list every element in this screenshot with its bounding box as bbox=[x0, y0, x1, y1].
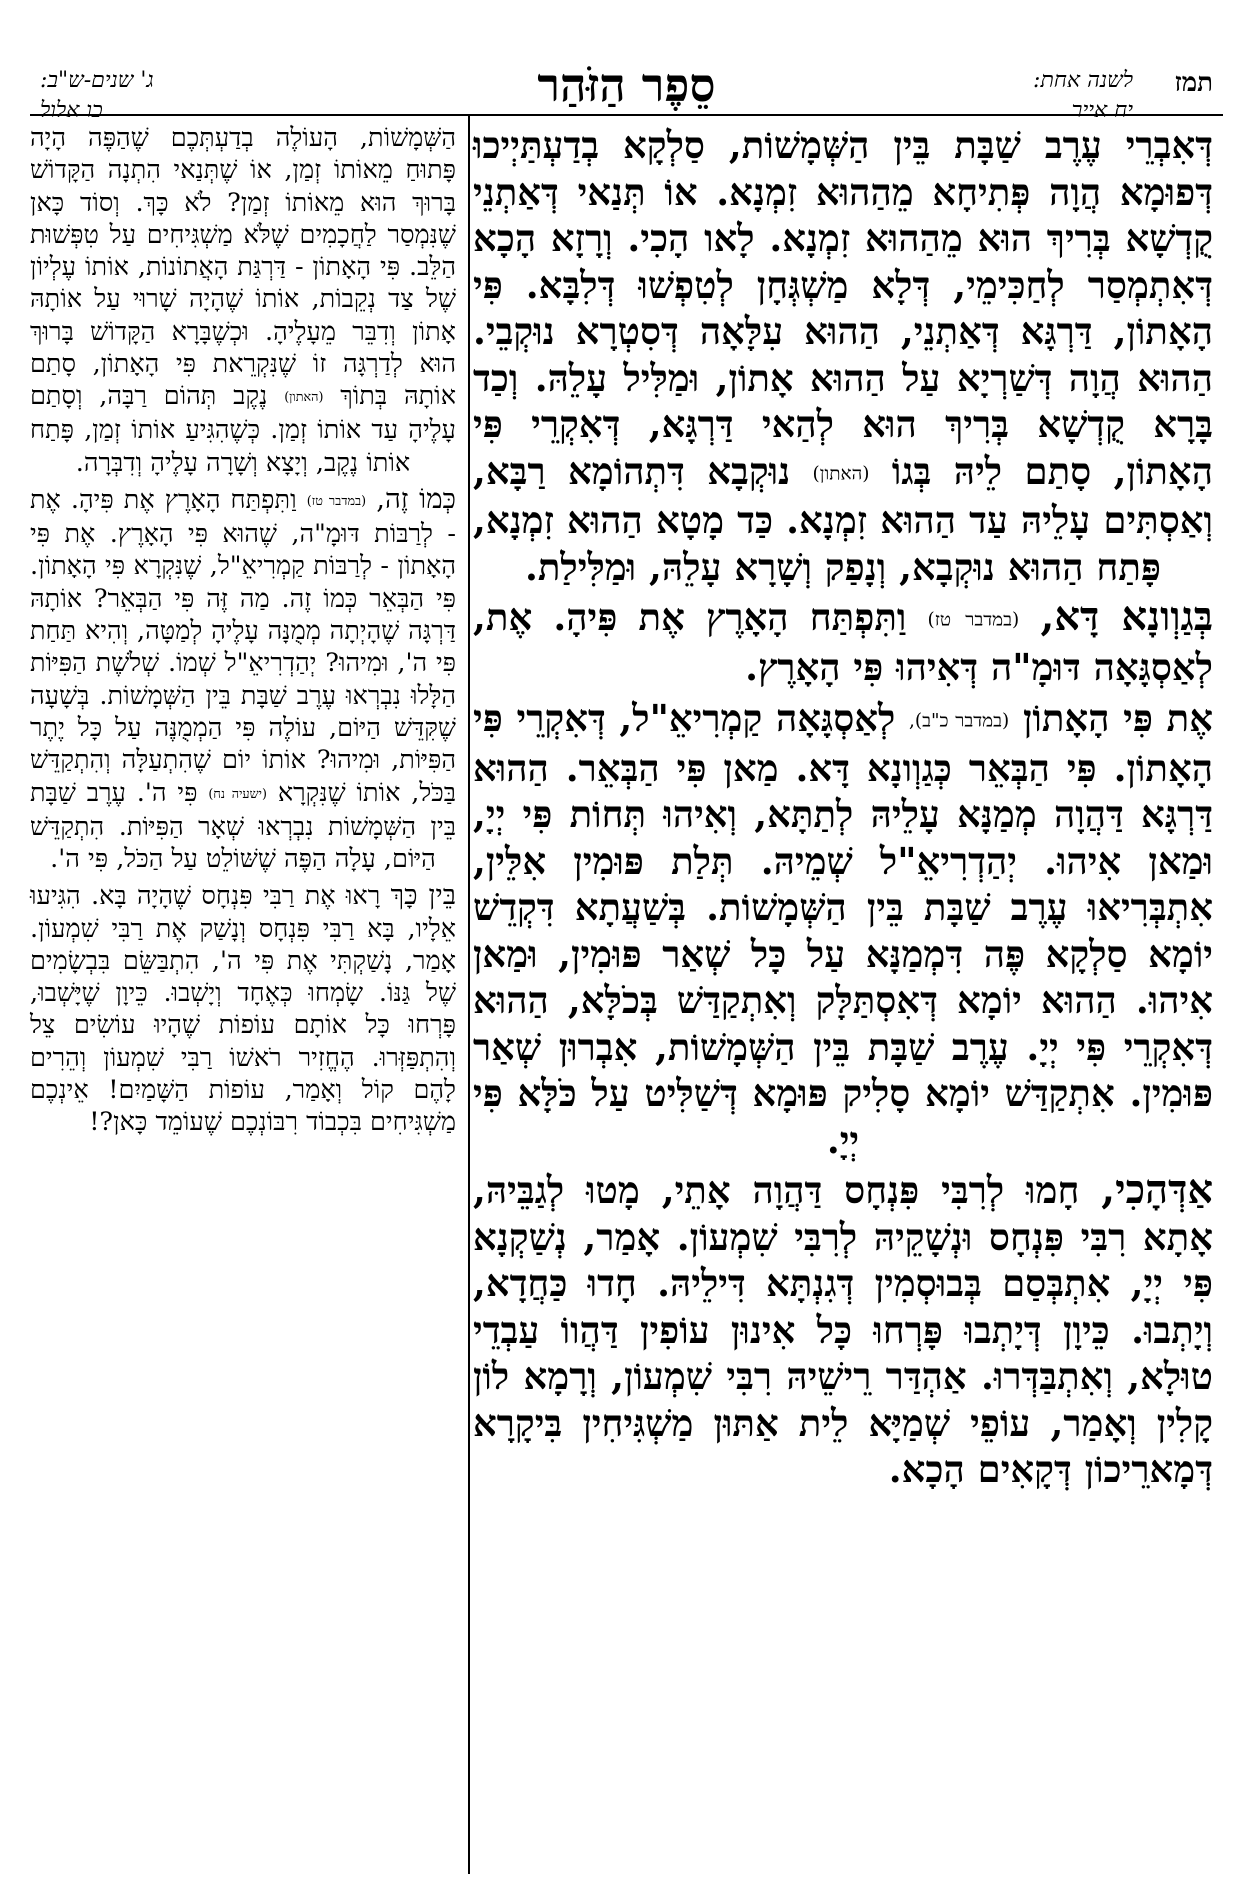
side-s3-text: רָאוּ אֶת רַבִּי פִּנְחָס שֶׁהָיָה בָּא. הִגִּיעוּ אֵלָיו, בָּא רַבִּי פִּנְחָס וְנָשַׁק אֶת רַבִּי שִׁמְעוֹן. אָמַר, נָשַׁקְתִּי אֶת פִּי ה', הִתְבַּשֵּׂם בִּבְשָׂמִים שֶׁל גַּנּוֹ. שָׂמְחוּ כְּאֶחָד וְיָשְׁבוּ. כֵּיוָן שֶׁיָּשְׁבוּ, פָּרְחוּ כָּל אוֹתָם עוֹפוֹת שֶׁהָיוּ עוֹשִׂים צֵל וְהִתְפַּזְּרוּ. הֶחֱזִיר רֹאשׁוֹ רַבִּי שִׁמְעוֹן וְהֵרִים לָהֶם קוֹל וְאָמַר, עוֹפוֹת הַשָּׁמַיִם! אֵינְכֶם מַשְׁגִּיחִים בִּכְבוֹד רִבּוֹנְכֶם שֶׁעוֹמֵד כָּאן?! bbox=[30, 881, 456, 1138]
main-paragraph-4 bbox=[473, 1167, 1213, 1493]
side-paragraph-1 bbox=[30, 122, 456, 479]
page-title: סֵפֶר הַזֹּהַר bbox=[537, 58, 716, 112]
main-p2-text: וַתִּפְתַּח הָאָרֶץ אֶת פִּיהָ. אֶת, לְאַסְגָּאָה דּוּמָ"ה דְּאִיהוּ פִּי הָאָרֶץ. bbox=[473, 595, 1213, 690]
schedule-three-years bbox=[40, 66, 154, 126]
hebrew-translation-column bbox=[30, 122, 456, 1862]
main-p1-ref: (האתון) bbox=[812, 462, 870, 484]
main-paragraph-3 bbox=[473, 695, 1213, 1163]
main-p3-text: לְאַסְגָּאָה קַמְרִיאֵ"ל, דְּאִקְרֵי פִּי הָאָתוֹן. פִּי הַבְּאֵר כְּגַוְונָא דָּא. מַאן פִּי הַבְּאֵר. הַהוּא דַּרְגָּא דַּהֲוָה מְמַנָּא עָלֵיהּ לְתַתָּא, וְאִיהוּ תְּחוֹת פִּי יְיָ, וּמַאן אִיהוּ. יְהַדְרִיאֵ"ל שְׁמֵיהּ. תְּלַת פּוּמִין אִלֵּין, אִתְבְּרִיאוּ עֶרֶב שַׁבָּת בֵּין הַשְּׁמָשׁוֹת. בְּשַׁעֲתָא דִּקְדֵשׁ יוֹמָא סַלְקָא פֶּה דִּמְמַנָּא עַל כָּל שְׁאַר פּוּמִין, וּמַאן אִיהוּ. הַהוּא יוֹמָא דְּאִסְתַּלָּק וְאִתְקַדַּשׁ בְּכֹלָּא, הַהוּא דְּאִקְרֵי פִּי יְיָ. עֶרֶב שַׁבָּת בֵּין הַשְּׁמָשׁוֹת, אִבְרוּן שְׁאַר פּוּמִין. אִתְקַדַּשׁ יוֹמָא סָלִיק פּוּמָא דְּשַׁלִּיט עַל כֹּלָּא פִּי יְיָ. bbox=[473, 695, 1213, 1162]
side-s2-ref2: (ישעיה נח) bbox=[208, 786, 267, 802]
main-p4-lead: אַדְּהָכִי, bbox=[1101, 1166, 1213, 1214]
schedule-one-year-date: יח אייר bbox=[1071, 98, 1133, 123]
main-p3-ref: (במדבר כ"ב), bbox=[909, 710, 1010, 732]
main-p1-text: דְּאִבְרֵי עֶרֶב שַׁבָּת בֵּין הַשְּׁמָשׁוֹת, סַלְקָא בְדַעְתַּיְיכוּ דְּפוּמָא הֲוָה פְּתִיחָא מֵהַהוּא זִמְנָא. אוֹ תְּנַאי דְּאַתְנֵי קֻדְשָׁא בְּרִיךְ הוּא מֵהַהוּא זִמְנָא. לָאו הָכִי. וְרָזָא הָכָא דְּאִתְמְסַר לְחַכִּימֵי, דְּלָא מַשְׁגְּחָן לְטִפְשׁוּ דְּלִבָּא. פִּי הָאָתוֹן, דַּרְגָּא דְּאַתְנֵי, הַהוּא עִלָּאָה דְּסִטְרָא נוּקְבֵי. הַהוּא הֲוָה דְּשַׁרְיָא עַל הַהוּא אָתוֹן, וּמַלִּיל עָלֵהּ. וְכַד בָּרָא קֻדְשָׁא בְּרִיךְ הוּא לְהַאי דַּרְגָּא, דְּאִקְרֵי פִּי הָאָתוֹן, סָתַם לֵיהּ בְּגוֹ bbox=[473, 123, 1213, 493]
column-divider bbox=[468, 114, 470, 1874]
main-p4-text: חָמוּ לְרִבִּי פִּנְחָס דַּהֲוָה אָתֵי, מָטוּ לְגַבֵּיהּ, אָתָא רִבִּי פִּנְחָס וּנְשָׁקֵיהּ לְרִבִּי שִׁמְעוֹן. אָמַר, נְשַׁקְנָא פִּי יְיָ, אִתְבְּסַם בְּבוּסְמִין דְּגִנְתָּא דִּילֵיהּ. חָדוּ כַּחֲדָא, וְיָתְבוּ. כֵּיוָן דְּיָתְבוּ פָּרְחוּ כָּל אִינוּן עוֹפִין דַּהֲווֹ עַבְדֵי טוּלָא, וְאִתְבַּדְּרוּ. אַהְדַּר רֵישֵׁיהּ רִבִּי שִׁמְעוֹן, וְרָמָא לוֹן קָלִין וְאָמַר, עוֹפֵי שְׁמַיָּא לֵית אַתּוּן מַשְׁגִּיחִין בִּיקָרָא דְּמָארֵיכוֹן דְּקָאִים הָכָא. bbox=[473, 1168, 1213, 1492]
main-p1-rest: נוּקְבָא דִּתְהוֹמָא רַבָּא, וְאַסְתִּים עָלֵיהּ עַד הַהוּא זִמְנָא. כַּד מָטָא הַהוּא זִמְנָא, פָּתַח הַהוּא נוּקְבָא, וְנָפַק וְשָׁרָא עָלֵהּ, וּמַלִּילַת. bbox=[473, 448, 1213, 589]
main-paragraph-2 bbox=[473, 594, 1213, 690]
side-paragraph-2 bbox=[30, 483, 456, 875]
side-s2-text: וַתִּפְתַּח הָאָרֶץ אֶת פִּיהָ. אֶת - לְרַבּוֹת דּוּמָ"ה, שֶׁהוּא פִּי הָאָרֶץ. אֶת פִּי הָאָתוֹן - לְרַבּוֹת קַמְרִיאֵ"ל, שֶׁנִּקְרָא פִּי הָאָתוֹן. פִּי הַבְּאֵר כְּמוֹ זֶה. מַה זֶּה פִּי הַבְּאֵר? אוֹתָהּ דַּרְגָּה שֶׁהָיְתָה מְמֻנָּה עָלֶיהָ לְמַטָּה, וְהִיא תַּחַת פִּי ה', וּמִיהוּ? יְהַדְרִיאֵ"ל שְׁמוֹ. שְׁלֹשֶׁת הַפִּיּוֹת הַלָּלוּ נִבְרְאוּ עֶרֶב שַׁבָּת בֵּין הַשְּׁמָשׁוֹת. בְּשָׁעָה שֶׁקִּדֵּשׁ הַיּוֹם, עוֹלֶה פִּי הַמְמֻנֶּה עַל כָּל יֶתֶר הַפִּיּוֹת, וּמִיהוּ? אוֹתוֹ יוֹם שֶׁהִתְעַלָּה וְהִתְקַדֵּשׁ בַּכֹּל, אוֹתוֹ שֶׁנִּקְרָא bbox=[30, 485, 457, 808]
main-p3-lead: אֶת פִּי הָאָתוֹן bbox=[1022, 695, 1213, 740]
side-s1-text: הַשְּׁמָשׁוֹת, הָעוֹלֶה בְדַעְתְּכֶם שֶׁהַפֶּה הָיָה פָּתוּחַ מֵאוֹתוֹ זְמַן, אוֹ שֶׁתְּנַאי הִתְנָה הַקָּדוֹשׁ בָּרוּךְ הוּא מֵאוֹתוֹ זְמַן? לֹא כָּךְ. וְסוֹד כָּאן שֶׁנִּמְסַר לַחֲכָמִים שֶׁלֹּא מַשְׁגִּיחִים עַל טִפְּשׁוּת הַלֵּב. פִּי הָאָתוֹן - דַּרְגַּת הָאֲתוֹנוֹת, אוֹתוֹ עֶלְיוֹן שֶׁל צַד נְקֵבוֹת, אוֹתוֹ שֶׁהָיָה שָׁרוּי עַל אוֹתָהּ אָתוֹן וְדִבֵּר מֵעָלֶיהָ. וּכְשֶׁבָּרָא הַקָּדוֹשׁ בָּרוּךְ הוּא לְדַרְגָּה זוֹ שֶׁנִּקְרֵאת פִּי הָאָתוֹן, סָתַם אוֹתָהּ בְּתוֹךְ bbox=[30, 123, 456, 412]
side-s1-ref: (האתון) bbox=[284, 390, 324, 406]
side-s3-lead: בֵּין כָּךְ bbox=[390, 879, 457, 912]
main-paragraph-1 bbox=[473, 122, 1213, 590]
side-s2-ref: (במדבר טז) bbox=[306, 493, 367, 509]
header-rule bbox=[30, 114, 1223, 116]
aramaic-text-column bbox=[473, 122, 1213, 1862]
main-p2-ref: (במדבר טז) bbox=[927, 609, 1020, 631]
main-p2-lead: בְּגַוְונָא דָּא, bbox=[1040, 593, 1213, 641]
schedule-three-years-date: כו אלול bbox=[40, 98, 103, 123]
side-s1-rest: נֶקֶב תְּהוֹם רַבָּה, וְסָתַם עָלֶיהָ עַד אוֹתוֹ זְמַן. כְּשֶׁהִגִּיעַ אוֹתוֹ זְמַן, פָּתַח אוֹתוֹ נֶקֶב, וְיָצָא וְשָׁרָה עָלֶיהָ וְדִבְּרָה. bbox=[30, 381, 456, 478]
side-paragraph-3 bbox=[30, 879, 456, 1138]
schedule-one-year-label: לשנה אחת: bbox=[1033, 68, 1133, 93]
side-s2-lead: כְּמוֹ זֶה, bbox=[376, 483, 456, 516]
page-header bbox=[40, 38, 1213, 123]
page-number: תמז bbox=[1174, 68, 1213, 98]
side-s2-rest: פִּי ה'. עֶרֶב שַׁבָּת בֵּין הַשְּׁמָשׁוֹת נִבְרְאוּ שְׁאָר הַפִּיּוֹת. הִתְקַדֵּשׁ הַיּוֹם, עָלָה הַפֶּה שֶׁשּׁוֹלֵט עַל הַכֹּל, פִּי ה'. bbox=[30, 777, 456, 874]
schedule-three-years-label: ג' שנים-ש"ב: bbox=[40, 68, 154, 93]
